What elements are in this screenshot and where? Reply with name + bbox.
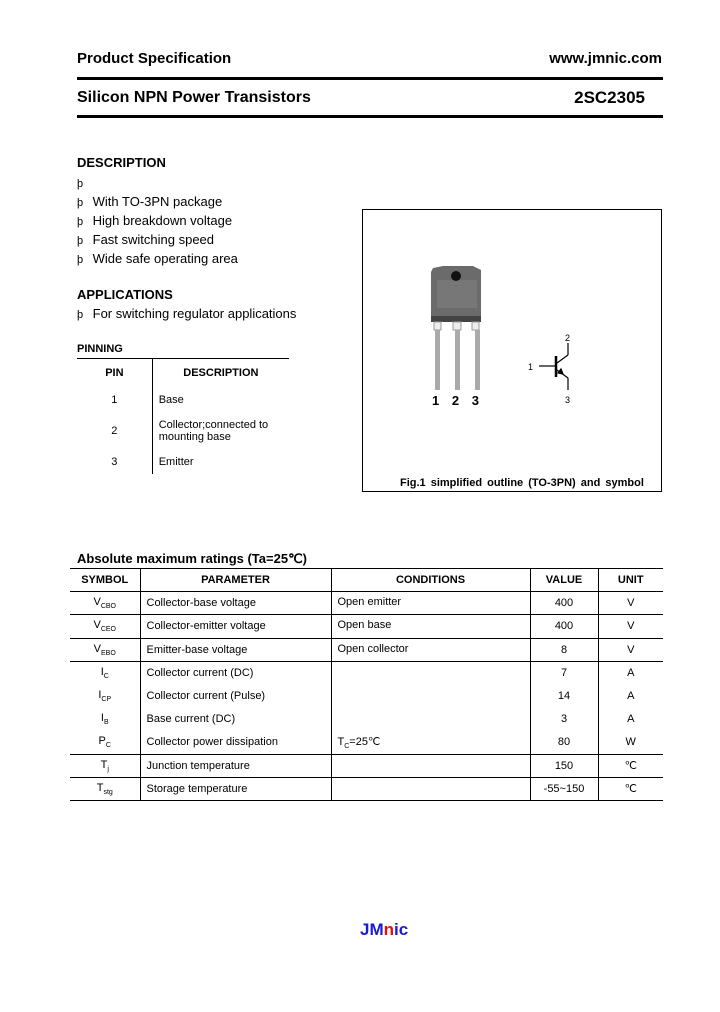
value-cell: 14 — [530, 684, 598, 707]
feature-item: þ With TO-3PN package — [77, 192, 296, 211]
unit-cell: V — [598, 638, 663, 661]
bullet-icon: þ — [77, 216, 84, 228]
applications-heading: APPLICATIONS — [77, 287, 173, 302]
jmnic-logo: JMnic — [360, 920, 409, 939]
website: www.jmnic.com — [549, 50, 662, 67]
pin-number: 1 — [77, 387, 152, 412]
conditions-cell: Open base — [331, 615, 530, 638]
symbol-cell: $V_{CBO}$ — [70, 592, 140, 615]
product-title: Silicon NPN Power Transistors — [77, 89, 311, 106]
pin-desc: Base — [158, 393, 184, 406]
col-symbol: SYMBOL — [70, 569, 140, 592]
feature-item — [77, 173, 296, 192]
value-cell: 80 — [530, 731, 598, 754]
bullet-icon: þ — [77, 254, 84, 266]
transistor-symbol — [539, 343, 568, 390]
value-cell: 3 — [530, 708, 598, 731]
unit-cell: ℃ — [598, 754, 663, 777]
conditions-cell — [331, 684, 530, 707]
unit-cell: ℃ — [598, 777, 663, 800]
col-value: VALUE — [530, 569, 598, 592]
table-row — [70, 777, 663, 800]
figure-caption: Fig.1 simplified outline (TO-3PN) and symbol — [400, 477, 644, 489]
symbol-pin-2: 2 — [565, 333, 571, 343]
conditions-cell — [331, 754, 530, 777]
ratings-table — [70, 568, 663, 801]
table-row — [70, 684, 663, 707]
table-row — [70, 731, 663, 754]
symbol-cell: $T_j$ — [70, 754, 140, 777]
doc-type: Product Specification — [77, 50, 232, 67]
table-row — [70, 638, 663, 661]
symbol-cell: $V_{CEO}$ — [70, 615, 140, 638]
conditions-cell — [331, 708, 530, 731]
parameter-cell: Collector power dissipation — [140, 731, 331, 754]
conditions-cell: $T_C=25℃$ — [331, 731, 530, 754]
symbol-cell: $I_{CP}$ — [70, 684, 140, 707]
pinning-heading: PINNING — [77, 343, 123, 355]
value-cell: 7 — [530, 661, 598, 684]
value-cell: 8 — [530, 638, 598, 661]
pin-desc: Emitter — [158, 456, 194, 468]
symbol-cell: $T_{stg}$ — [70, 777, 140, 800]
unit-cell: A — [598, 684, 663, 707]
pin-number: 2 — [77, 412, 152, 450]
bullet-icon: þ — [77, 197, 84, 209]
feature-item: þ Wide safe operating area — [77, 249, 296, 268]
symbol-cell: $V_{EBO}$ — [70, 638, 140, 661]
bullet-icon: þ — [77, 309, 84, 321]
pin-header: PIN — [77, 359, 152, 387]
description-section — [77, 155, 296, 323]
ratings-title: Absolute maximum ratings (Ta=25℃) — [77, 551, 307, 566]
parameter-cell: Collector current (DC) — [140, 661, 331, 684]
conditions-cell: Open collector — [331, 638, 530, 661]
part-number: 2SC2305 — [574, 88, 645, 107]
value-cell: -55~150 — [530, 777, 598, 800]
parameter-cell: Collector current (Pulse) — [140, 684, 331, 707]
description-heading: DESCRIPTION — [77, 155, 166, 170]
package-pin-labels: 1 2 3 — [432, 393, 479, 408]
parameter-cell: Storage temperature — [140, 777, 331, 800]
parameter-cell: Junction temperature — [140, 754, 331, 777]
symbol-pin-3: 3 — [565, 395, 571, 405]
table-row — [70, 754, 663, 777]
symbol-cell: $I_C$ — [70, 661, 140, 684]
table-row — [70, 615, 663, 638]
value-cell: 400 — [530, 592, 598, 615]
pinning-table — [77, 343, 289, 474]
desc-header: DESCRIPTION — [183, 367, 259, 379]
parameter-cell: Collector-emitter voltage — [140, 615, 331, 638]
value-cell: 150 — [530, 754, 598, 777]
parameter-cell: Collector-base voltage — [140, 592, 331, 615]
pin-number: 3 — [77, 450, 152, 474]
divider — [77, 77, 663, 80]
table-row — [70, 592, 663, 615]
symbol-pin-1: 1 — [528, 362, 534, 372]
value-cell: 400 — [530, 615, 598, 638]
divider — [77, 115, 663, 118]
parameter-cell: Emitter-base voltage — [140, 638, 331, 661]
table-row — [70, 708, 663, 731]
parameter-cell: Base current (DC) — [140, 708, 331, 731]
conditions-cell: Open emitter — [331, 592, 530, 615]
bullet-icon: þ — [77, 235, 84, 247]
col-parameter: PARAMETER — [140, 569, 331, 592]
unit-cell: A — [598, 708, 663, 731]
pin-desc: Collector;connected to mounting base — [158, 419, 269, 443]
bullet-icon: þ — [77, 178, 84, 190]
unit-cell: V — [598, 615, 663, 638]
feature-item: þ High breakdown voltage — [77, 211, 296, 230]
conditions-cell — [331, 777, 530, 800]
col-unit: UNIT — [598, 569, 663, 592]
symbol-cell: $P_C$ — [70, 731, 140, 754]
unit-cell: A — [598, 661, 663, 684]
col-conditions: CONDITIONS — [331, 569, 530, 592]
unit-cell: W — [598, 731, 663, 754]
conditions-cell — [331, 661, 530, 684]
transistor-package-image — [363, 210, 661, 470]
symbol-cell: $I_B$ — [70, 708, 140, 731]
table-row — [70, 661, 663, 684]
application-item: þ For switching regulator applications — [77, 304, 296, 323]
feature-item: þ Fast switching speed — [77, 230, 296, 249]
figure-outline — [362, 209, 662, 492]
unit-cell: V — [598, 592, 663, 615]
